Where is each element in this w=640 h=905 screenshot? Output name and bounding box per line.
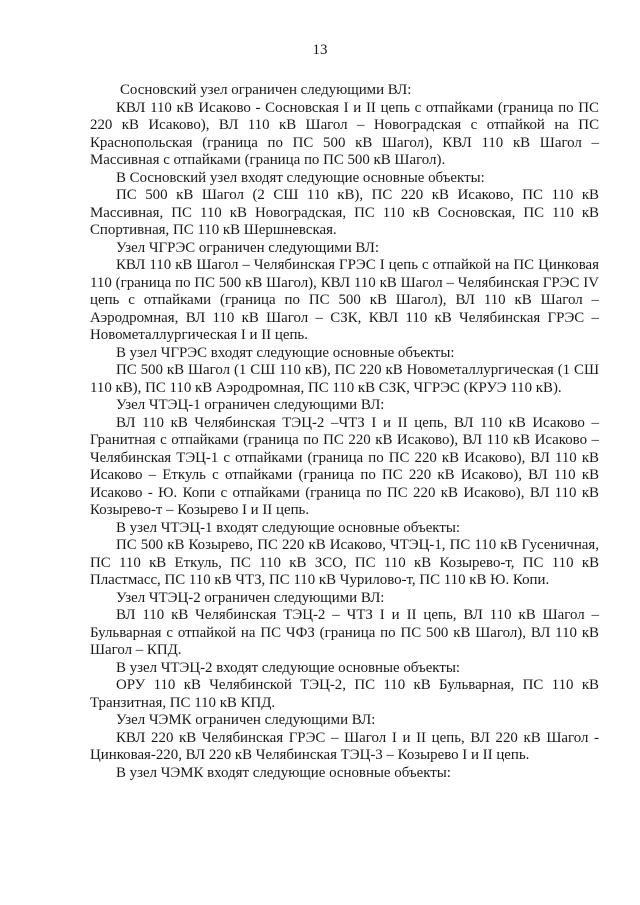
paragraph: КВЛ 110 кВ Шагол – Челябинская ГРЭС I цепь с отпайкой на ПС Цинковая 110 (граница по ПС 500 кВ Шагол), КВЛ 110 кВ Шагол – Челябинская ГРЭС IV цепь с отпайками (граница по ПС 500 кВ Шагол), ВЛ 110 кВ Шагол – Аэродромная, ВЛ 110 кВ Шагол – СЗК, КВЛ 110 кВ Челябинская ГРЭС – Новометаллургическая I и II цепь.	[90, 257, 599, 343]
paragraph: ПС 500 кВ Шагол (1 СШ 110 кВ), ПС 220 кВ Новометаллургическая (1 СШ 110 кВ), ПС 110 кВ Аэродромная, ПС 110 кВ СЗК, ЧГРЭС (КРУЭ 110 кВ).	[90, 362, 599, 396]
paragraph: В узел ЧЭМК входят следующие основные объекты:	[116, 764, 451, 781]
paragraph: Узел ЧТЭЦ-1 ограничен следующими ВЛ:	[116, 397, 385, 413]
paragraph: В узел ЧТЭЦ-1 входят следующие основные объекты:	[116, 519, 460, 536]
paragraph: ВЛ 110 кВ Челябинская ТЭЦ-2 – ЧТЗ I и II цепь, ВЛ 110 кВ Шагол – Бульварная с отпайкой на ПС ЧФЗ (граница по ПС 500 кВ Шагол), ВЛ 110 кВ Шагол – КПД.	[90, 607, 599, 658]
page-number: 13	[312, 42, 328, 58]
paragraph: Узел ЧТЭЦ-2 ограничен следующими ВЛ:	[116, 589, 385, 606]
paragraph: В узел ЧТЭЦ-2 входят следующие основные объекты:	[116, 659, 460, 676]
paragraph: Узел ЧЭМК ограничен следующими ВЛ:	[116, 712, 376, 728]
paragraph: В Сосновский узел входят следующие основные объекты:	[116, 169, 485, 186]
document-body	[90, 82, 599, 782]
paragraph: КВЛ 220 кВ Челябинская ГРЭС – Шагол I и II цепь, ВЛ 220 кВ Шагол - Цинковая-220, ВЛ 220 кВ Челябинская ТЭЦ-3 – Козырево I и II цепь.	[90, 729, 599, 763]
paragraph: Узел ЧГРЭС ограничен следующими ВЛ:	[116, 239, 380, 256]
paragraph: КВЛ 110 кВ Исаково - Сосновская I и II цепь с отпайками (граница по ПС 220 кВ Исаково), ВЛ 110 кВ Шагол – Новоградская с отпайкой на ПС Краснопольская (граница по ПС 500 кВ Шагол), КВЛ 110 кВ Шагол – Массивная с отпайками (граница по ПС 500 кВ Шагол).	[90, 99, 599, 168]
paragraph: Сосновский узел ограничен следующими ВЛ:	[120, 82, 412, 98]
paragraph: ПС 500 кВ Шагол (2 СШ 110 кВ), ПС 220 кВ Исаково, ПС 110 кВ Массивная, ПС 110 кВ Новоградская, ПС 110 кВ Сосновская, ПС 110 кВ Спортивная, ПС 110 кВ Шершневская.	[90, 187, 599, 238]
paragraph: ОРУ 110 кВ Челябинской ТЭЦ-2, ПС 110 кВ Бульварная, ПС 110 кВ Транзитная, ПС 110 кВ КПД.	[90, 677, 599, 711]
paragraph: ПС 500 кВ Козырево, ПС 220 кВ Исаково, ЧТЭЦ-1, ПС 110 кВ Гусеничная, ПС 110 кВ Еткуль, ПС 110 кВ ЗСО, ПС 110 кВ Козырево-т, ПС 110 кВ Пластмасс, ПС 110 кВ ЧТЗ, ПС 110 кВ Чурилово-т, ПС 110 кВ Ю. Копи.	[90, 537, 599, 588]
paragraph: ВЛ 110 кВ Челябинская ТЭЦ-2 –ЧТЗ I и II цепь, ВЛ 110 кВ Исаково – Гранитная с отпайками (граница по ПС 220 кВ Исаково), ВЛ 110 кВ Исаково – Челябинская ТЭЦ-1 с отпайками (граница по ПС 220 кВ Исаково), ВЛ 110 кВ Исаково – Еткуль с отпайками (граница по ПС 220 кВ Исаково), ВЛ 110 кВ Исаково - Ю. Копи с отпайками (граница по ПС 220 кВ Исаково), ВЛ 110 кВ Козырево-т – Козырево I и II цепь.	[90, 414, 599, 518]
paragraph: В узел ЧГРЭС входят следующие основные объекты:	[116, 344, 455, 361]
